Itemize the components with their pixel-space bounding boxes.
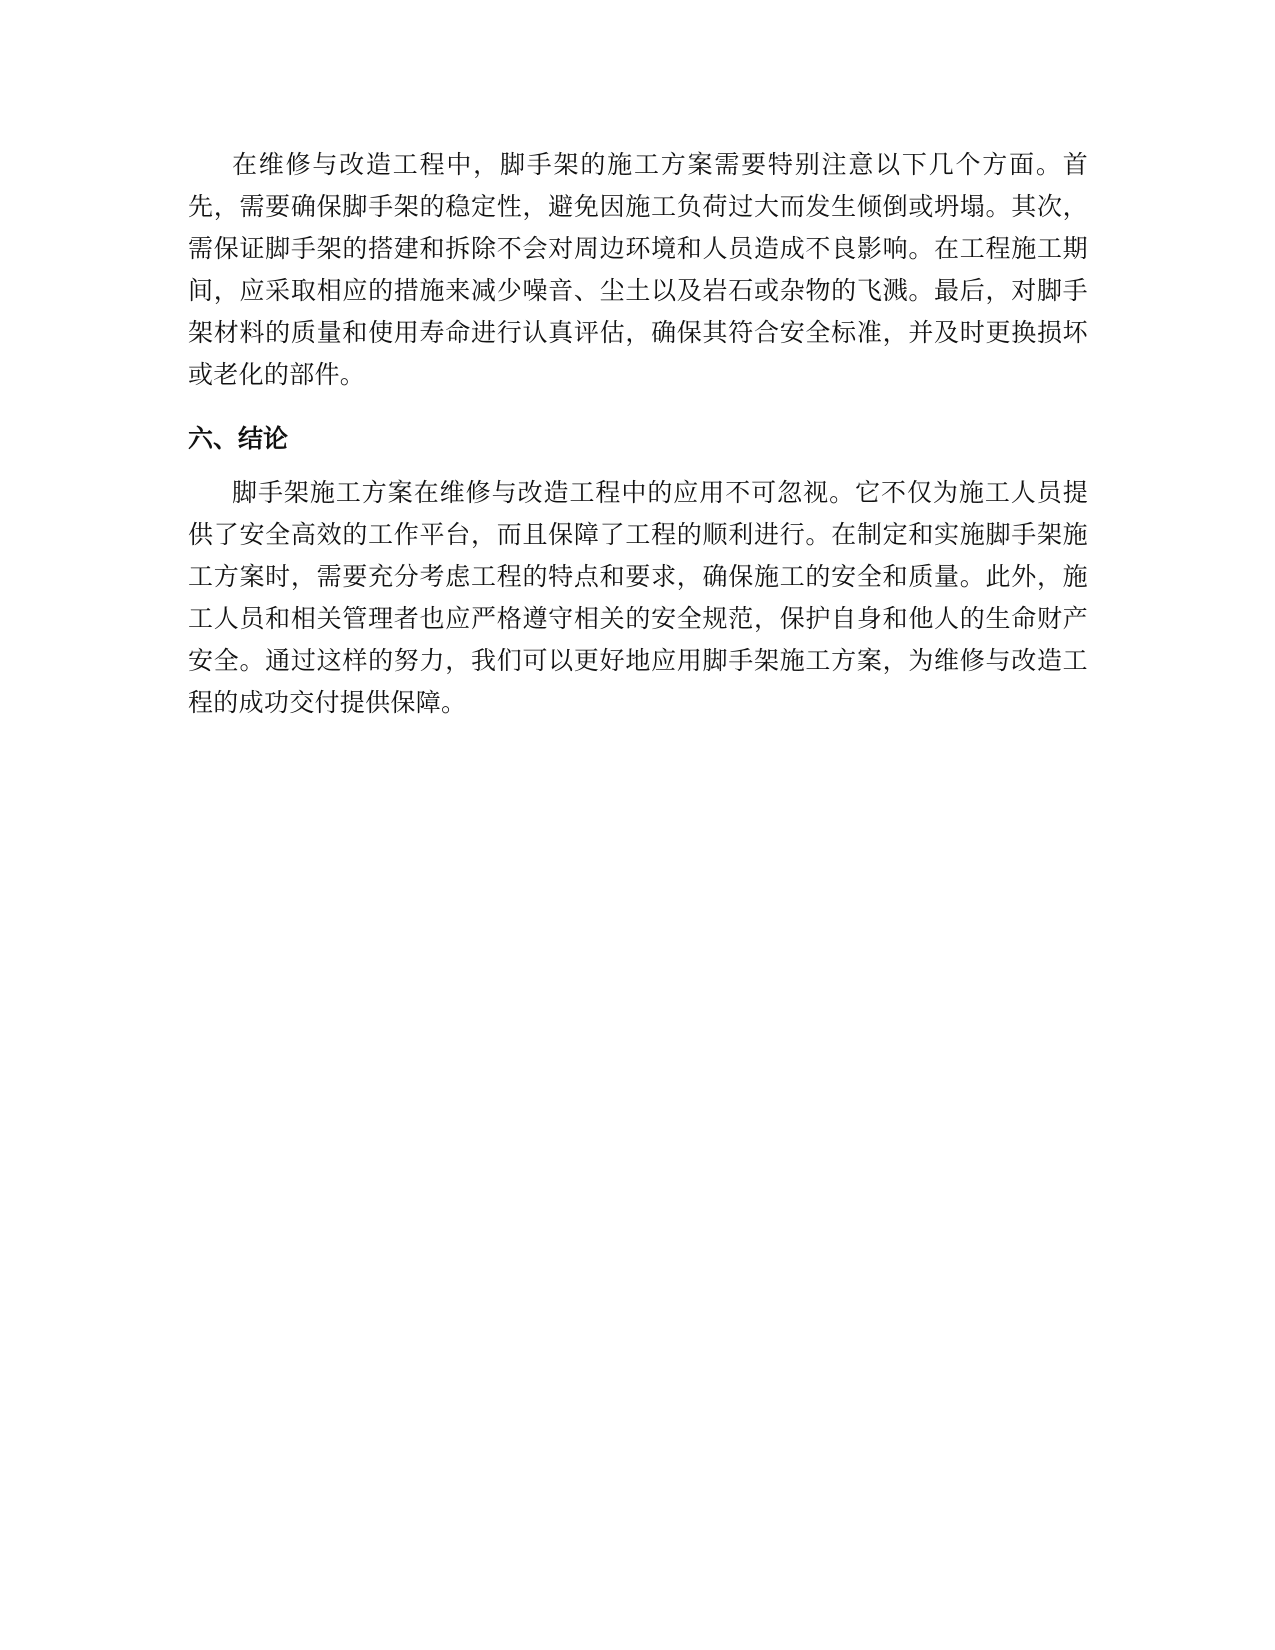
page-content bbox=[188, 144, 1088, 724]
body-paragraph-conclusion: 脚手架施工方案在维修与改造工程中的应用不可忽视。它不仅为施工人员提供了安全高效的工作平台，而且保障了工程的顺利进行。在制定和实施脚手架施工方案时，需要充分考虑工程的特点和要求，确保施工的安全和质量。此外，施工人员和相关管理者也应严格遵守相关的安全规范，保护自身和他人的生命财产安全。通过这样的努力，我们可以更好地应用脚手架施工方案，为维修与改造工程的成功交付提供保障。 bbox=[188, 478, 1088, 717]
body-paragraph-maintenance-considerations: 在维修与改造工程中，脚手架的施工方案需要特别注意以下几个方面。首先，需要确保脚手架的稳定性，避免因施工负荷过大而发生倾倒或坍塌。其次，需保证脚手架的搭建和拆除不会对周边环境和人员造成不良影响。在工程施工期间，应采取相应的措施来减少噪音、尘土以及岩石或杂物的飞溅。最后，对脚手架材料的质量和使用寿命进行认真评估，确保其符合安全标准，并及时更换损坏或老化的部件。 bbox=[188, 150, 1088, 389]
section-heading-conclusion: 六、结论 bbox=[188, 424, 289, 453]
